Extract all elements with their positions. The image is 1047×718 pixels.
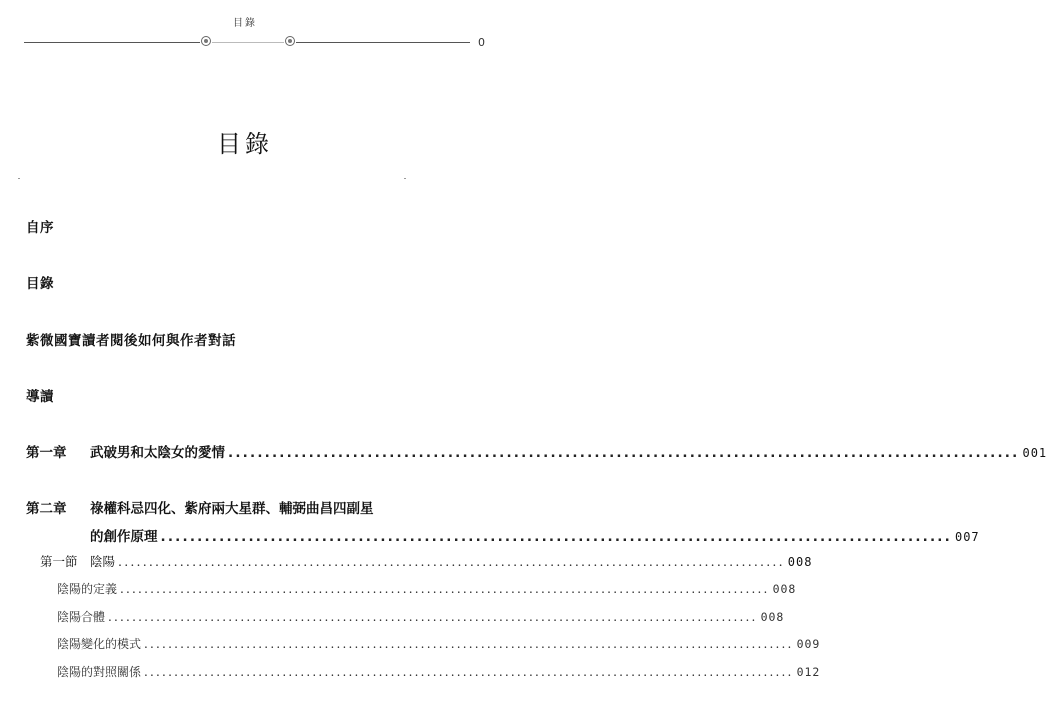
chapter-number: 第二章 bbox=[26, 501, 67, 517]
circle-ornament-icon bbox=[285, 36, 295, 46]
subsection-page-number: 008 bbox=[760, 610, 785, 624]
scan-speck bbox=[404, 178, 406, 179]
chapter-title-line-1: 祿權科忌四化、紫府兩大星群、輔弼曲昌四副星 bbox=[90, 501, 374, 517]
subsection-title: 陰陽的定義 bbox=[57, 582, 118, 596]
dot-leader: ............................................................................................................ bbox=[228, 445, 1020, 461]
dot-leader: ............................................................................................................ bbox=[144, 665, 794, 679]
dot-leader: ............................................................................................................ bbox=[160, 529, 952, 545]
chapter-page-number: 007 bbox=[954, 530, 980, 544]
subsection-page-number: 012 bbox=[796, 665, 821, 679]
subsection-page-number: 008 bbox=[772, 582, 797, 596]
toc-entry-subsection[interactable] bbox=[57, 663, 821, 680]
dot-leader: ............................................................................................................ bbox=[118, 554, 785, 569]
chapter-page-number: 001 bbox=[1022, 446, 1047, 460]
toc-entry-subsection[interactable] bbox=[57, 635, 821, 652]
running-header: 目錄 bbox=[233, 18, 257, 29]
subsection-page-number: 009 bbox=[796, 637, 821, 651]
chapter-title: 武破男和太陰女的愛情 bbox=[90, 445, 225, 461]
header-rule-left bbox=[24, 42, 200, 43]
scan-speck bbox=[18, 178, 20, 179]
subsection-title: 陰陽的對照關係 bbox=[57, 665, 142, 679]
dot-leader: ............................................................................................................ bbox=[108, 610, 758, 624]
toc-entry-contents[interactable]: 目錄 bbox=[26, 276, 54, 292]
toc-entry-introduction[interactable]: 導讀 bbox=[26, 389, 54, 405]
subsection-title: 陰陽變化的模式 bbox=[57, 637, 142, 651]
toc-entry-chapter-2[interactable] bbox=[26, 497, 374, 517]
chapter-title-line-2: 的創作原理 bbox=[90, 529, 158, 545]
dot-leader: ............................................................................................................ bbox=[144, 637, 794, 651]
toc-entry-subsection[interactable] bbox=[57, 608, 785, 625]
toc-entry-reader-dialogue[interactable]: 紫微國寶讀者閱後如何與作者對話 bbox=[26, 333, 236, 349]
circle-ornament-icon bbox=[201, 36, 211, 46]
toc-entry-preface[interactable]: 自序 bbox=[26, 220, 54, 236]
toc-entry-subsection[interactable] bbox=[57, 580, 797, 597]
section-title: 第一節 陰陽 bbox=[40, 554, 116, 569]
toc-entry-chapter-1[interactable] bbox=[26, 441, 1047, 461]
section-page-number: 008 bbox=[787, 555, 813, 569]
toc-entry-chapter-2-cont[interactable] bbox=[90, 525, 980, 545]
header-rule-right bbox=[296, 42, 470, 43]
dot-leader: ............................................................................................................ bbox=[120, 582, 770, 596]
header-rule-middle bbox=[212, 42, 284, 43]
subsection-title: 陰陽合體 bbox=[57, 610, 106, 624]
page-number: 0 bbox=[478, 36, 485, 49]
chapter-number: 第一章 bbox=[26, 445, 67, 461]
toc-entry-section-1[interactable] bbox=[40, 552, 813, 570]
page-title: 目錄 bbox=[217, 130, 273, 158]
